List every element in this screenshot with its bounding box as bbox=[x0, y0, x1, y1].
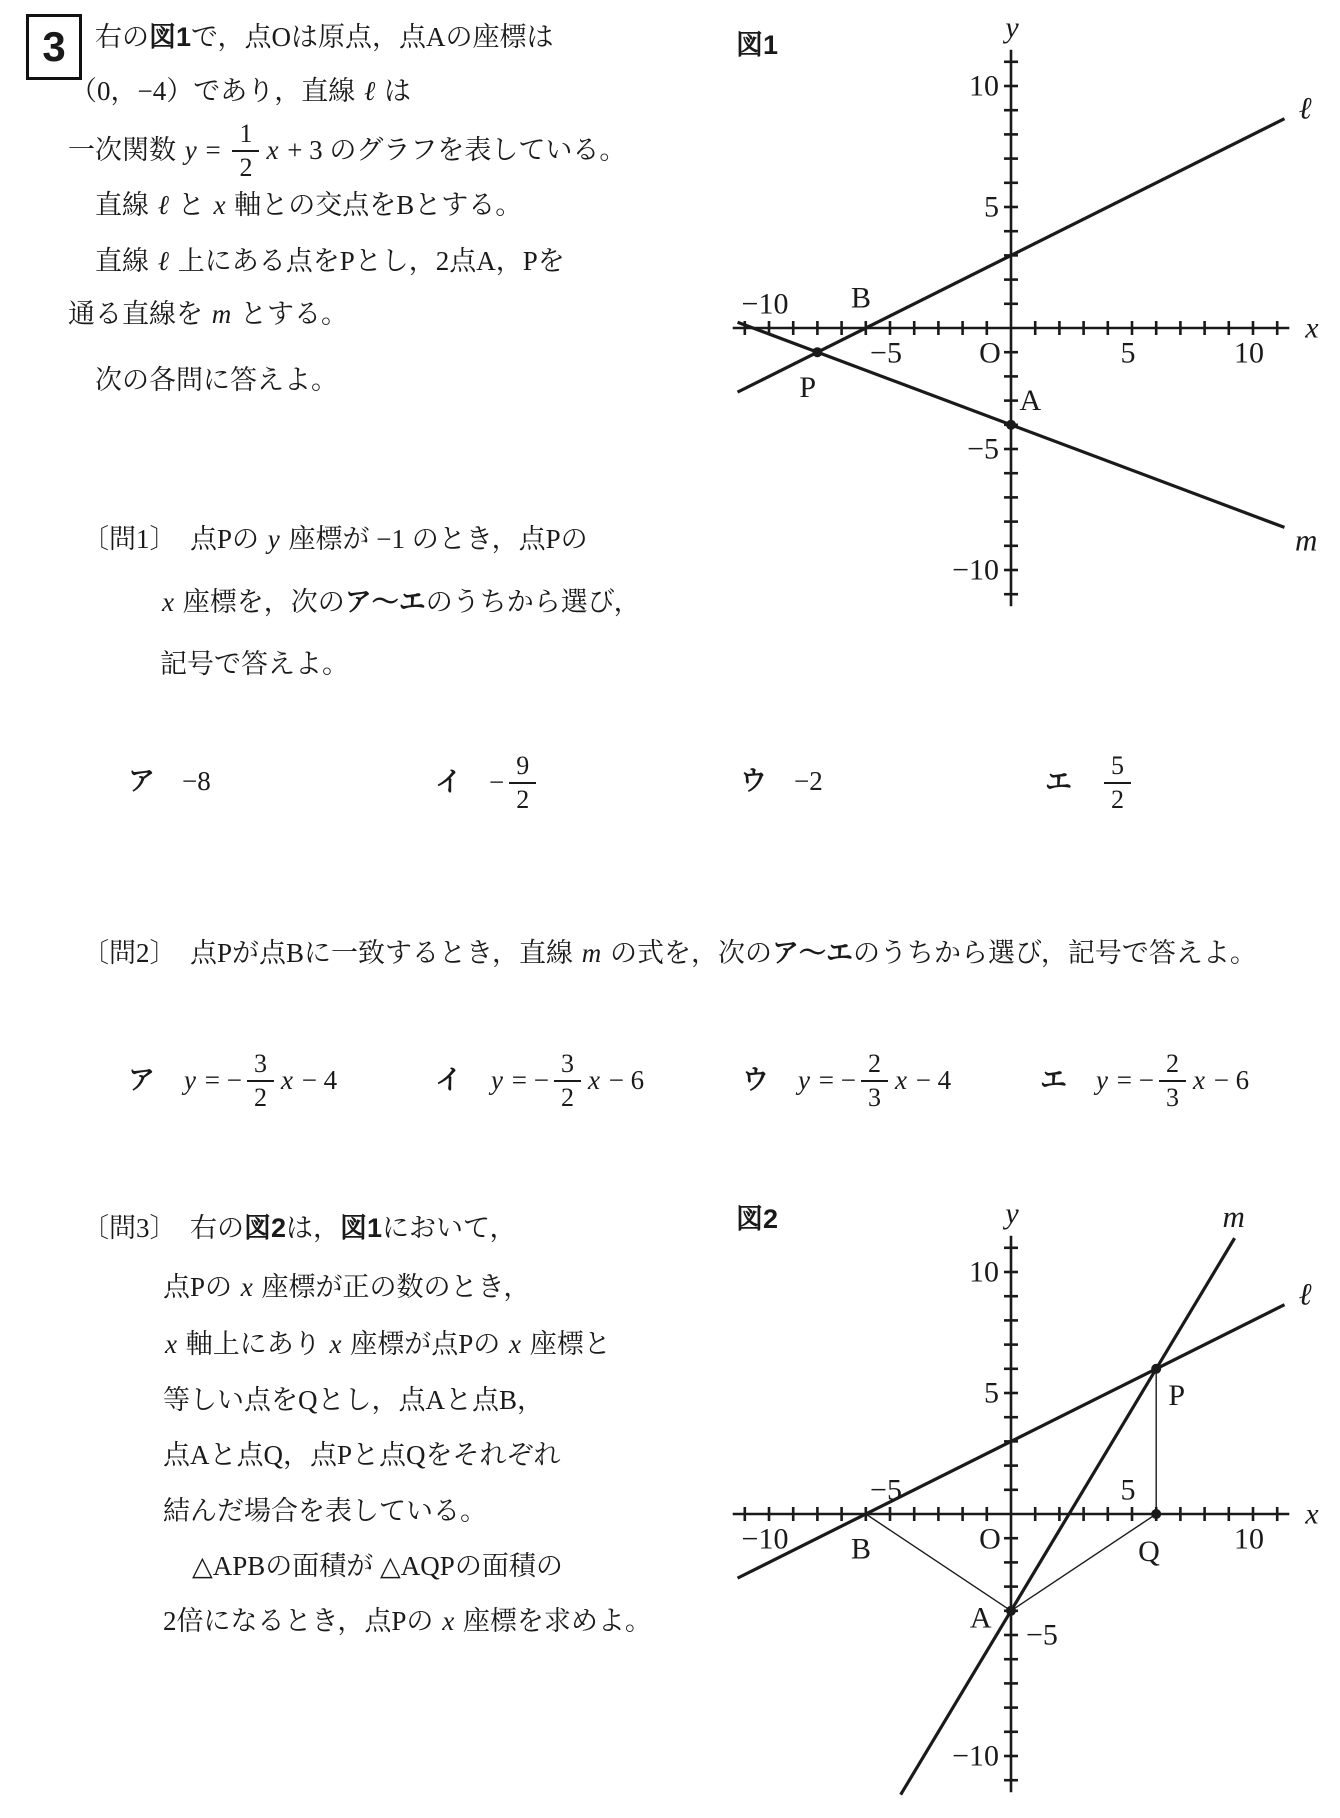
text-run: − 4 bbox=[908, 1065, 952, 1096]
text-run: 上にある点をPとし，2点A，Pを bbox=[171, 246, 565, 276]
math-var: y bbox=[267, 524, 280, 554]
text-run: において， bbox=[382, 1213, 517, 1243]
q1-line-3 bbox=[160, 649, 349, 680]
text-run bbox=[155, 1065, 182, 1096]
math-var: y bbox=[184, 1065, 196, 1096]
y-tick-label: 5 bbox=[984, 1376, 999, 1410]
y-tick-label: −5 bbox=[1026, 1618, 1058, 1652]
text-run: 図1 bbox=[149, 22, 192, 52]
text-run: ア〜エ bbox=[344, 587, 426, 617]
intro-line-2 bbox=[70, 76, 411, 107]
point-dot bbox=[1006, 1606, 1016, 1616]
intro-line-1 bbox=[95, 22, 554, 53]
text-run bbox=[769, 1065, 796, 1096]
text-run: 座標が点Pの bbox=[343, 1329, 507, 1359]
math-var: x bbox=[587, 1065, 600, 1096]
q3-heading bbox=[82, 1213, 517, 1244]
y-tick-label: −10 bbox=[952, 553, 999, 587]
y-tick-label: 10 bbox=[969, 1255, 999, 1289]
line-l-label: ℓ bbox=[1298, 90, 1312, 126]
text-run: 2倍になるとき，点Pの bbox=[163, 1606, 441, 1636]
y-tick-label: 10 bbox=[969, 69, 999, 103]
q3-line-2 bbox=[163, 1272, 530, 1303]
text-run: は bbox=[377, 76, 411, 106]
fraction: $\frac{3}{2}$ bbox=[247, 1049, 274, 1113]
problem-number: 3 bbox=[42, 23, 66, 70]
point-dot bbox=[1151, 1364, 1161, 1374]
text-run: エ bbox=[1040, 1065, 1067, 1096]
text-run: + 3 のグラフを表している。 bbox=[280, 135, 627, 166]
text-run: ウ bbox=[742, 1065, 769, 1096]
text-run: 図1 bbox=[340, 1213, 383, 1243]
text-run: 図1 bbox=[736, 30, 779, 60]
math-var: x bbox=[894, 1065, 907, 1096]
fraction: $\frac{9}{2}$ bbox=[509, 751, 536, 815]
text-run: エ bbox=[1045, 767, 1072, 798]
point-label-A: A bbox=[969, 1601, 992, 1635]
text-run: （0，−4）であり，直線 bbox=[70, 76, 362, 106]
x-tick-label: 10 bbox=[1234, 1522, 1264, 1556]
text-run: 一次関数 bbox=[68, 135, 183, 166]
text-run: = − bbox=[504, 1065, 549, 1096]
text-run: △APBの面積が △AQPの面積の bbox=[192, 1551, 563, 1581]
point-dot bbox=[1006, 420, 1016, 430]
text-run: 〔問1〕 点Pの bbox=[82, 524, 266, 554]
text-run: −8 bbox=[155, 766, 211, 796]
line-m bbox=[901, 1238, 1235, 1795]
math-var: x bbox=[1192, 1065, 1205, 1096]
math-var: ℓ bbox=[157, 190, 169, 220]
math-var: x bbox=[266, 135, 279, 166]
text-run: 図2 bbox=[244, 1213, 287, 1243]
q2-choice-a bbox=[128, 1049, 337, 1113]
x-tick-label: 5 bbox=[1120, 1473, 1136, 1507]
q3-line-6 bbox=[163, 1496, 487, 1527]
x-tick-label: −5 bbox=[870, 336, 902, 370]
point-label-A: A bbox=[1019, 384, 1042, 418]
text-run: ア bbox=[128, 766, 155, 796]
math-var: y bbox=[1096, 1065, 1108, 1096]
text-run: イ bbox=[435, 1065, 462, 1096]
q2-heading bbox=[82, 938, 1257, 969]
math-var: x bbox=[442, 1606, 455, 1636]
y-tick-label: −5 bbox=[967, 432, 999, 466]
y-axis-label: y bbox=[1005, 11, 1019, 45]
line-m-label: m bbox=[1222, 1198, 1245, 1234]
text-run: と bbox=[171, 190, 212, 220]
intro-line-3 bbox=[68, 119, 626, 183]
text-run: 座標を，次の bbox=[175, 587, 345, 617]
text-run bbox=[1072, 767, 1099, 798]
y-tick-label: 5 bbox=[984, 190, 999, 224]
math-var: x bbox=[280, 1065, 293, 1096]
q1-choice-e bbox=[1045, 751, 1136, 815]
text-run: 等しい点をQとし，点Aと点B， bbox=[163, 1385, 545, 1415]
text-run: 点Pの bbox=[163, 1272, 239, 1302]
q1-choice-i bbox=[435, 751, 541, 815]
x-tick-label: −10 bbox=[741, 287, 789, 321]
y-axis-label: y bbox=[1005, 1197, 1019, 1231]
text-run: 軸との交点をBとする。 bbox=[227, 190, 523, 220]
text-run bbox=[462, 1065, 489, 1096]
q2-choice-u bbox=[742, 1049, 951, 1113]
text-run: − 4 bbox=[294, 1065, 338, 1096]
x-axis-label: x bbox=[1305, 1497, 1319, 1531]
text-run: − bbox=[462, 767, 505, 798]
fraction: $\frac{3}{2}$ bbox=[554, 1049, 581, 1113]
math-var: x bbox=[213, 190, 226, 220]
fraction: $\frac{2}{3}$ bbox=[1159, 1049, 1186, 1113]
math-var: ℓ bbox=[157, 246, 169, 276]
math-var: m bbox=[211, 299, 232, 329]
text-run: ウ bbox=[740, 766, 767, 796]
point-label-Q: Q bbox=[1138, 1535, 1160, 1569]
intro-line-5 bbox=[95, 246, 565, 277]
line-l-label: ℓ bbox=[1298, 1276, 1312, 1312]
origin-label: O bbox=[979, 336, 1001, 370]
x-tick-label: 5 bbox=[1120, 336, 1136, 370]
text-run: = − bbox=[811, 1065, 856, 1096]
text-run: 〔問3〕 右の bbox=[82, 1213, 244, 1243]
text-run: の式を，次の bbox=[603, 938, 772, 968]
point-label-B: B bbox=[850, 281, 871, 315]
text-run: イ bbox=[435, 767, 462, 798]
figure-2-plot bbox=[699, 1196, 1319, 1816]
math-var: x bbox=[240, 1272, 253, 1302]
text-run: で，点Oは原点，点Aの座標は bbox=[191, 22, 554, 52]
figure-1-plot bbox=[699, 10, 1319, 630]
intro-line-4 bbox=[95, 190, 522, 221]
fraction: $\frac{1}{2}$ bbox=[232, 119, 259, 183]
q1-choice-u bbox=[740, 766, 823, 797]
fraction: $\frac{2}{3}$ bbox=[861, 1049, 888, 1113]
q1-choice-a bbox=[128, 766, 211, 797]
text-run: − 6 bbox=[601, 1065, 645, 1096]
text-run: 直線 bbox=[95, 246, 156, 276]
math-var: ℓ bbox=[363, 76, 376, 106]
x-tick-label: 10 bbox=[1234, 336, 1264, 370]
text-run: 直線 bbox=[95, 190, 156, 220]
math-var: x bbox=[165, 1329, 177, 1359]
text-run: −2 bbox=[767, 766, 823, 796]
text-run: 点Aと点Q，点Pと点Qをそれぞれ bbox=[163, 1440, 561, 1470]
math-var: x bbox=[509, 1329, 521, 1359]
math-var: m bbox=[581, 938, 602, 968]
text-run: = bbox=[198, 135, 228, 166]
text-run: 右の bbox=[95, 22, 149, 52]
math-var: y bbox=[184, 135, 197, 166]
text-run: のうちから選び，記号で答えよ。 bbox=[852, 938, 1257, 968]
point-label-P: P bbox=[1168, 1378, 1186, 1412]
text-run: ア〜エ bbox=[771, 938, 853, 968]
q3-line-7 bbox=[192, 1551, 563, 1582]
text-run: 座標を求めよ。 bbox=[456, 1606, 652, 1636]
problem-number-box bbox=[26, 14, 82, 80]
text-run: − 6 bbox=[1206, 1065, 1250, 1096]
math-var: x bbox=[162, 587, 174, 617]
text-run: 次の各問に答えよ。 bbox=[95, 365, 338, 395]
q2-choice-i bbox=[435, 1049, 644, 1113]
math-var: y bbox=[491, 1065, 503, 1096]
text-run: 結んだ場合を表している。 bbox=[163, 1496, 487, 1526]
point-dot bbox=[812, 347, 822, 357]
text-run: 〔問2〕 点Pが点Bに一致するとき，直線 bbox=[82, 938, 580, 968]
origin-label: O bbox=[979, 1522, 1001, 1556]
math-var: x bbox=[329, 1329, 342, 1359]
fraction: $\frac{5}{2}$ bbox=[1104, 751, 1131, 815]
point-label-B: B bbox=[850, 1532, 871, 1566]
text-run: 記号で答えよ。 bbox=[160, 649, 349, 679]
line-m-label: m bbox=[1295, 522, 1318, 558]
math-var: y bbox=[798, 1065, 810, 1096]
text-run: 座標が正の数のとき， bbox=[254, 1272, 531, 1302]
x-tick-label: −5 bbox=[870, 1473, 902, 1507]
q3-line-5 bbox=[163, 1440, 561, 1471]
text-run: とする。 bbox=[233, 299, 348, 329]
text-run: 軸上にあり bbox=[178, 1329, 328, 1359]
q3-line-3 bbox=[163, 1329, 611, 1360]
text-run: 座標が −1 のとき，点Pの bbox=[281, 524, 588, 554]
text-run bbox=[1067, 1065, 1094, 1096]
text-run: = − bbox=[1109, 1065, 1154, 1096]
y-tick-label: −10 bbox=[952, 1739, 999, 1773]
text-run: のうちから選び， bbox=[425, 587, 641, 617]
x-axis-label: x bbox=[1305, 311, 1319, 345]
q2-choice-e bbox=[1040, 1049, 1249, 1113]
q3-line-4 bbox=[163, 1385, 544, 1416]
text-run: = − bbox=[197, 1065, 242, 1096]
q1-line-2 bbox=[160, 587, 641, 618]
intro-line-6 bbox=[68, 299, 348, 330]
intro-line-7 bbox=[95, 365, 338, 396]
segment-a-q bbox=[1011, 1514, 1156, 1611]
text-run: 図2 bbox=[736, 1204, 779, 1234]
q1-heading bbox=[82, 524, 588, 555]
point-label-P: P bbox=[799, 370, 817, 404]
x-tick-label: −10 bbox=[741, 1522, 789, 1556]
text-run: は， bbox=[286, 1213, 341, 1243]
text-run: 座標と bbox=[522, 1329, 611, 1359]
q3-line-8 bbox=[163, 1606, 652, 1637]
text-run: ア bbox=[128, 1065, 155, 1096]
text-run: 通る直線を bbox=[68, 299, 210, 329]
point-dot bbox=[1151, 1509, 1161, 1519]
